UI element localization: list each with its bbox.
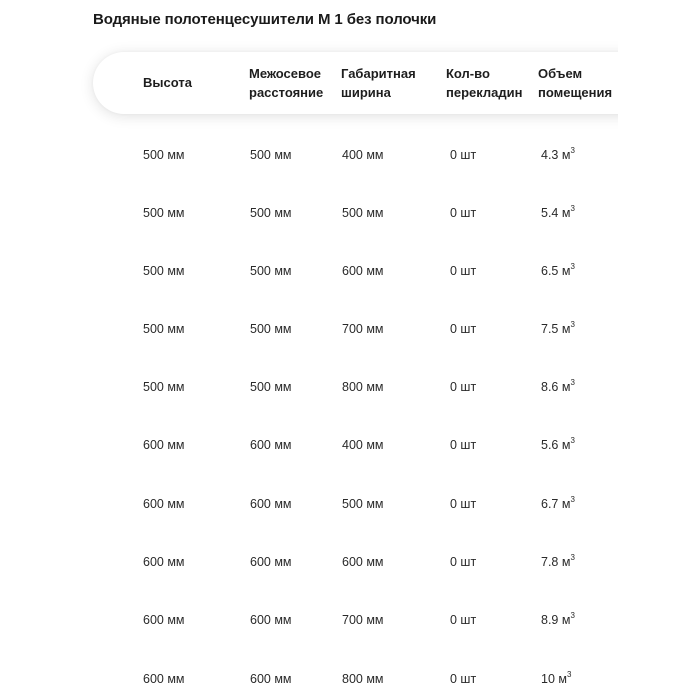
- cell-bars-count: 0 шт: [450, 555, 477, 569]
- cell-height: 600 мм: [143, 438, 185, 452]
- header-height: Высота: [143, 75, 192, 90]
- cell-room-volume: 10 $м^3$: [541, 669, 572, 686]
- cell-bars-count: 0 шт: [450, 613, 477, 627]
- cell-height: 500 мм: [143, 380, 185, 394]
- cell-room-volume: 8.6 $м^3$: [541, 377, 575, 394]
- cell-width: 800 мм: [342, 672, 384, 686]
- cell-height: 500 мм: [143, 206, 185, 220]
- cell-center-distance: 600 мм: [250, 555, 292, 569]
- cell-width: 700 мм: [342, 613, 384, 627]
- cell-height: 500 мм: [143, 322, 185, 336]
- table-row: [0, 494, 700, 514]
- cell-bars-count: 0 шт: [450, 497, 477, 511]
- cell-bars-count: 0 шт: [450, 438, 477, 452]
- cell-height: 600 мм: [143, 672, 185, 686]
- cell-height: 500 мм: [143, 264, 185, 278]
- cell-room-volume: 6.5 $м^3$: [541, 261, 575, 278]
- table-row: [0, 552, 700, 572]
- table-row: [0, 435, 700, 455]
- cell-center-distance: 500 мм: [250, 264, 292, 278]
- cell-bars-count: 0 шт: [450, 322, 477, 336]
- cell-bars-count: 0 шт: [450, 148, 477, 162]
- table-row: [0, 669, 700, 689]
- table-row: [0, 610, 700, 630]
- cell-center-distance: 600 мм: [250, 672, 292, 686]
- cell-width: 400 мм: [342, 148, 384, 162]
- cell-room-volume: 5.6 $м^3$: [541, 435, 575, 452]
- cell-room-volume: 7.5 $м^3$: [541, 319, 575, 336]
- cell-width: 500 мм: [342, 206, 384, 220]
- header-width: Габаритная ширина: [341, 66, 416, 100]
- header-center-distance: Межосевое расстояние: [249, 66, 324, 100]
- header-room-volume: Объем помещения: [538, 66, 613, 100]
- page-title: Водяные полотенцесушители М 1 без полочки: [93, 11, 437, 28]
- cell-room-volume: 8.9 $м^3$: [541, 610, 575, 627]
- table-row: [0, 261, 700, 281]
- cell-width: 600 мм: [342, 555, 384, 569]
- cell-center-distance: 600 мм: [250, 613, 292, 627]
- cell-center-distance: 600 мм: [250, 497, 292, 511]
- cell-center-distance: 500 мм: [250, 148, 292, 162]
- cell-bars-count: 0 шт: [450, 264, 477, 278]
- cell-center-distance: 500 мм: [250, 380, 292, 394]
- cell-center-distance: 500 мм: [250, 206, 292, 220]
- table-row: [0, 145, 700, 165]
- cell-width: 800 мм: [342, 380, 384, 394]
- cell-bars-count: 0 шт: [450, 672, 477, 686]
- cell-height: 500 мм: [143, 148, 185, 162]
- cell-room-volume: 4.3 $м^3$: [541, 145, 575, 162]
- table-row: [0, 377, 700, 397]
- cell-bars-count: 0 шт: [450, 206, 477, 220]
- cell-height: 600 мм: [143, 497, 185, 511]
- cell-width: 400 мм: [342, 438, 384, 452]
- cell-width: 700 мм: [342, 322, 384, 336]
- cell-width: 500 мм: [342, 497, 384, 511]
- table-row: [0, 203, 700, 223]
- cell-room-volume: 6.7 $м^3$: [541, 494, 575, 511]
- cell-height: 600 мм: [143, 555, 185, 569]
- cell-room-volume: 5.4 $м^3$: [541, 203, 575, 220]
- table-row: [0, 319, 700, 339]
- header-bars-count: Кол-во перекладин: [446, 66, 523, 100]
- cell-height: 600 мм: [143, 613, 185, 627]
- cell-center-distance: 500 мм: [250, 322, 292, 336]
- cell-room-volume: 7.8 $м^3$: [541, 552, 575, 569]
- cell-center-distance: 600 мм: [250, 438, 292, 452]
- cell-bars-count: 0 шт: [450, 380, 477, 394]
- cell-width: 600 мм: [342, 264, 384, 278]
